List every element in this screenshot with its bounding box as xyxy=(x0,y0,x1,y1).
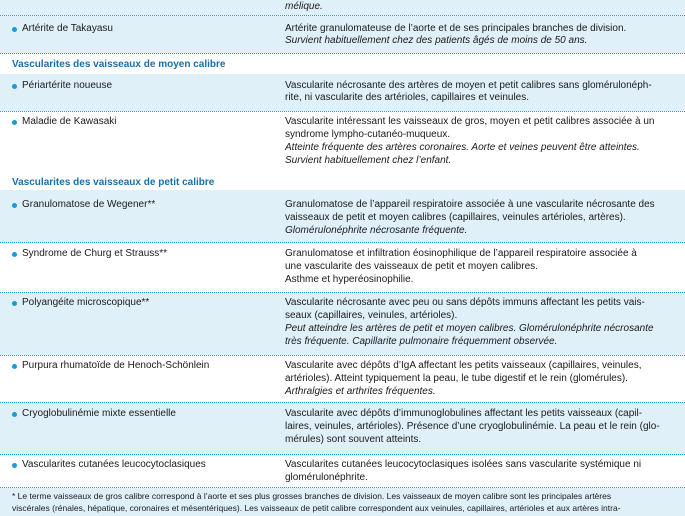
row-description-line: glomérulonéphrite. xyxy=(285,472,368,483)
row-description-line: Vascularite avec dépôts d’immunoglobulines affectant les petits vaisseaux (capil- xyxy=(285,408,643,419)
section-heading: Vascularites des vaisseaux de moyen calibre xyxy=(12,59,226,70)
row-description-line: Survient habituellement chez l’enfant. xyxy=(285,155,452,166)
row-description-line: Arthralgies et arthrites fréquentes. xyxy=(285,386,436,397)
continued-text: mélique. xyxy=(285,1,323,12)
row-description-line: mérules) sont souvent atteints. xyxy=(285,434,422,445)
row-term: Polyangéite microscopique** xyxy=(22,297,150,308)
row-description-line: rite, ni vascularite des artérioles, capillaires et veinules. xyxy=(285,92,529,103)
table-bottom-rule xyxy=(0,487,685,488)
row-description-line: Survient habituellement chez des patients âgés de moins de 50 ans. xyxy=(285,35,588,46)
row-divider xyxy=(0,242,685,243)
bullet-icon xyxy=(12,203,17,208)
row-divider xyxy=(0,355,685,356)
table-band xyxy=(0,0,685,15)
row-term: Granulomatose de Wegener** xyxy=(22,199,156,210)
row-description-line: Vascularite intéressant les vaisseaux de gros, moyen et petit calibres associée à un xyxy=(285,116,655,127)
bullet-icon xyxy=(12,301,17,306)
row-term: Maladie de Kawasaki xyxy=(22,116,117,127)
row-description-line: laires, veinules, artérioles). Présence d’une cryoglobulinémie. La peau et le rein (glo- xyxy=(285,421,660,432)
row-description-line: syndrome lympho-cutanéo-muqueux. xyxy=(285,129,451,140)
row-description-line: Vascularite nécrosante avec peu ou sans dépôts immuns affectant les petits vais- xyxy=(285,297,645,308)
row-divider xyxy=(0,402,685,403)
bullet-icon xyxy=(12,463,17,468)
row-description-line: Peut atteindre les artères de petit et moyen calibres. Glomérulonéphrite nécrosante xyxy=(285,323,654,334)
row-description-line: vaisseaux de petit et moyen calibres (capillaires, veinules artérioles, artères). xyxy=(285,212,626,223)
footnote-line: * Le terme vaisseaux de gros calibre correspond à l’aorte et ses plus grosses branches de division. Les vaisseaux de moyen calibre sont les principales artères xyxy=(12,491,612,501)
bullet-icon xyxy=(12,364,17,369)
bullet-icon xyxy=(12,27,17,32)
row-description-line: Glomérulonéphrite nécrosante fréquente. xyxy=(285,225,468,236)
row-term: Cryoglobulinémie mixte essentielle xyxy=(22,408,176,419)
row-description-line: Artérite granulomateuse de l’aorte et de ses principales branches de division. xyxy=(285,23,627,34)
row-divider xyxy=(0,454,685,455)
footnote-line: viscérales (rénales, hépatique, coronaires et mésentériques). Les vaisseaux de petit calibre correspondent aux veinules, capillaires, artérioles et aux artères intra- xyxy=(12,503,621,513)
row-description-line: Atteinte fréquente des artères coronaires. Aorte et veines peuvent être atteintes. xyxy=(285,142,640,153)
row-description-line: Asthme et hyperéosinophilie. xyxy=(285,274,414,285)
row-description-line: Vascularites cutanées leucocytoclasiques isolées sans vascularite systémique ni xyxy=(285,459,642,470)
bullet-icon xyxy=(12,412,17,417)
row-divider xyxy=(0,15,685,16)
row-description-line: une vascularite des vaisseaux de petit et moyen calibres. xyxy=(285,261,538,272)
row-divider xyxy=(0,111,685,112)
row-term: Vascularites cutanées leucocytoclasiques xyxy=(22,459,206,470)
row-description-line: seaux (capillaires, veinules, artérioles). xyxy=(285,310,458,321)
row-description-line: très fréquente. Capillarite pulmonaire fréquemment observée. xyxy=(285,336,558,347)
row-divider xyxy=(0,53,685,54)
section-heading: Vascularites des vaisseaux de petit calibre xyxy=(12,177,215,188)
row-description-line: Granulomatose de l’appareil respiratoire associée à une vascularite nécrosante des xyxy=(285,199,655,210)
row-description-line: Vascularite avec dépôts d’IgA affectant les petits vaisseaux (capillaires, veinules, xyxy=(285,360,642,371)
bullet-icon xyxy=(12,120,17,125)
bullet-icon xyxy=(12,84,17,89)
row-description-line: Granulomatose et infiltration éosinophilique de l’appareil respiratoire associée à xyxy=(285,248,637,259)
row-term: Purpura rhumatoïde de Henoch-Schönlein xyxy=(22,360,210,371)
row-description-line: Vascularite nécrosante des artères de moyen et petit calibres sans glomérulonéph- xyxy=(285,80,652,91)
row-term: Artérite de Takayasu xyxy=(22,23,113,34)
bullet-icon xyxy=(12,252,17,257)
row-term: Syndrome de Churg et Strauss** xyxy=(22,248,168,259)
row-term: Périartérite noueuse xyxy=(22,80,113,91)
row-divider xyxy=(0,292,685,293)
row-description-line: artérioles). Atteint typiquement la peau, le tube digestif et le rein (glomérules). xyxy=(285,373,628,384)
